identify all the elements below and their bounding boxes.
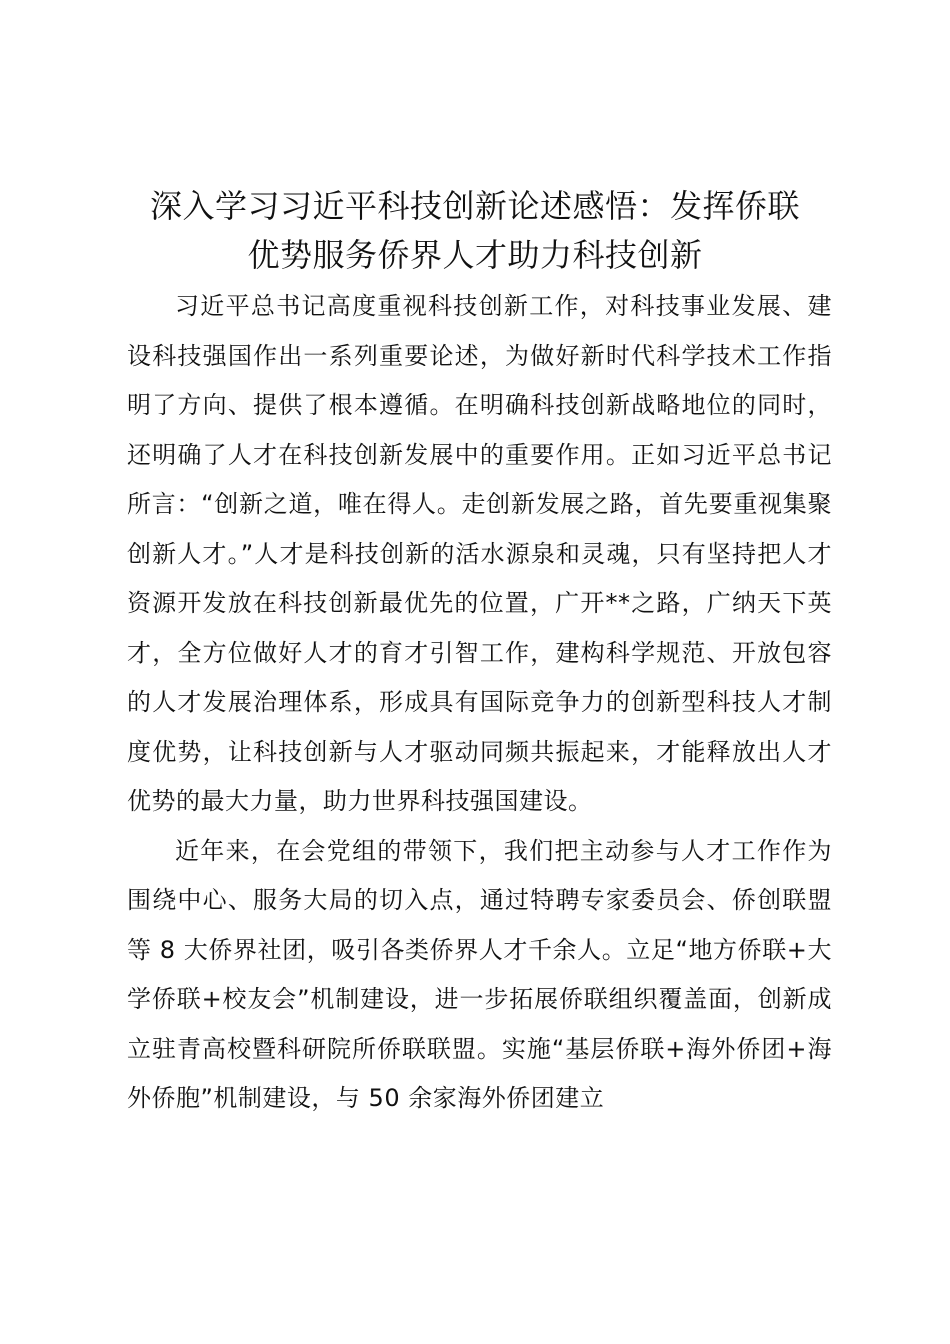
title-line-1: 深入学习习近平科技创新论述感悟：发挥侨联	[149, 187, 800, 225]
paragraph-2: 近年来，在会党组的带领下，我们把主动参与人才工作作为围绕中心、服务大局的切入点，通过特聘专家委员会、侨创联盟等 8 大侨界社团，吸引各类侨界人才千余人。立足“地方侨联+大学侨联+校友会”机制建设，进一步拓展侨联组织覆盖面，创新成立驻青高校暨科研院所侨联联盟。实施“基层侨联+海外侨团+海外侨胞”机制建设，与 50 余家海外侨团建立	[127, 836, 832, 1112]
title-line-2: 优势服务侨界人才助力科技创新	[247, 236, 703, 274]
paragraph-1: 习近平总书记高度重视科技创新工作，对科技事业发展、建设科技强国作出一系列重要论述，为做好新时代科学技术工作指明了方向、提供了根本遵循。在明确科技创新战略地位的同时，还明确了人才在科技创新发展中的重要作用。正如习近平总书记所言：“创新之道，唯在得人。走创新发展之路，首先要重视集聚创新人才。”人才是科技创新的活水源泉和灵魂，只有坚持把人才资源开发放在科技创新最优先的位置，广开**之路，广纳天下英才，全方位做好人才的育才引智工作，建构科学规范、开放包容的人才发展治理体系，形成具有国际竞争力的创新型科技人才制度优势，让科技创新与人才驱动同频共振起来，才能释放出人才优势的最大力量，助力世界科技强国建设。	[127, 292, 832, 815]
document-title	[118, 182, 832, 280]
document-body	[127, 282, 832, 1124]
